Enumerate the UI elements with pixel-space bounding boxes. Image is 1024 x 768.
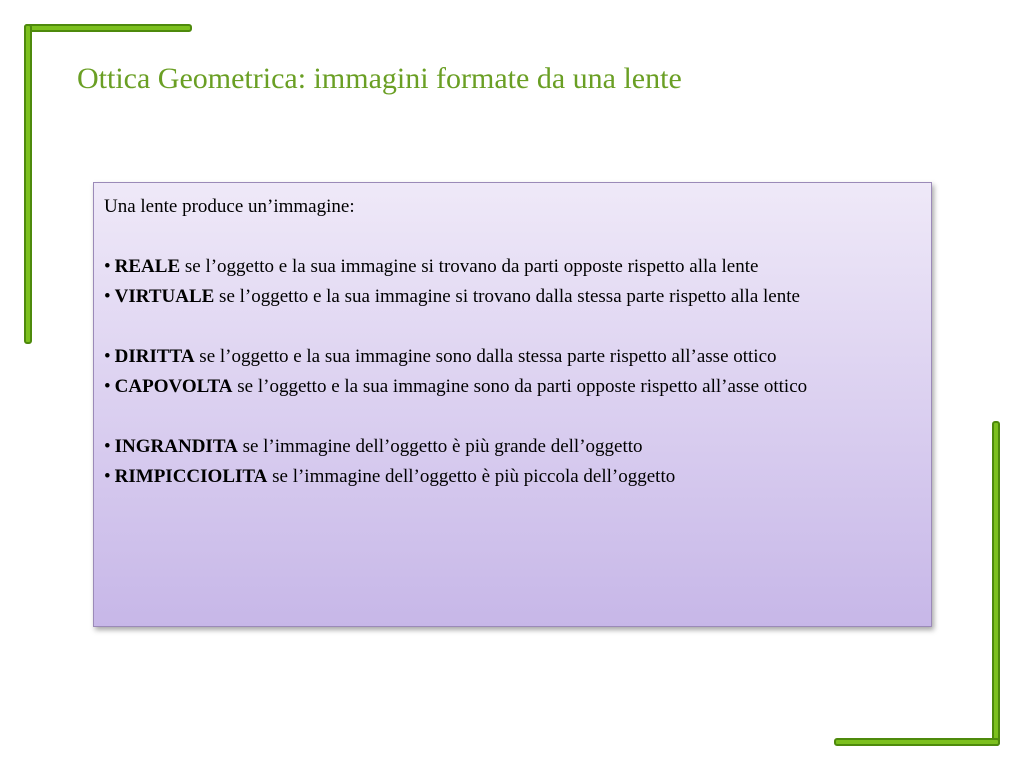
item-term: DIRITTA — [114, 346, 195, 367]
list-item — [104, 372, 920, 402]
item-text: se l’oggetto e la sua immagine si trovano da parti opposte rispetto alla lente — [180, 256, 759, 277]
list-item — [104, 342, 920, 372]
item-term: REALE — [114, 256, 181, 277]
item-text: se l’oggetto e la sua immagine sono dalla stessa parte rispetto all’asse ottico — [194, 346, 777, 367]
bullet-icon: • — [104, 346, 111, 367]
content-box — [93, 182, 932, 627]
bullet-icon: • — [104, 436, 111, 457]
top-left-horizontal-bar — [24, 24, 192, 32]
list-item — [104, 252, 920, 282]
top-left-vertical-bar — [24, 24, 32, 344]
item-text: se l’oggetto e la sua immagine sono da parti opposte rispetto all’asse ottico — [232, 376, 808, 397]
item-term: VIRTUALE — [114, 286, 215, 307]
bullet-icon: • — [104, 466, 111, 487]
group-upright-inverted — [104, 342, 920, 402]
item-text: se l’oggetto e la sua immagine si trovano dalla stessa parte rispetto alla lente — [214, 286, 800, 307]
bullet-icon: • — [104, 376, 111, 397]
item-term: RIMPICCIOLITA — [114, 466, 268, 487]
intro-text: Una lente produce un’immagine: — [104, 196, 355, 217]
list-item — [104, 432, 920, 462]
bottom-right-vertical-bar — [992, 421, 1000, 746]
item-text: se l’immagine dell’oggetto è più grande dell’oggetto — [237, 436, 643, 457]
bullet-icon: • — [104, 256, 111, 277]
list-item — [104, 462, 920, 492]
bottom-right-horizontal-bar — [834, 738, 1000, 746]
group-size — [104, 432, 920, 492]
list-item — [104, 282, 920, 312]
group-real-virtual — [104, 252, 920, 312]
slide-title: Ottica Geometrica: immagini formate da una lente — [77, 62, 682, 95]
item-term: INGRANDITA — [114, 436, 238, 457]
item-text: se l’immagine dell’oggetto è più piccola dell’oggetto — [267, 466, 676, 487]
bullet-icon: • — [104, 286, 111, 307]
item-term: CAPOVOLTA — [114, 376, 233, 397]
